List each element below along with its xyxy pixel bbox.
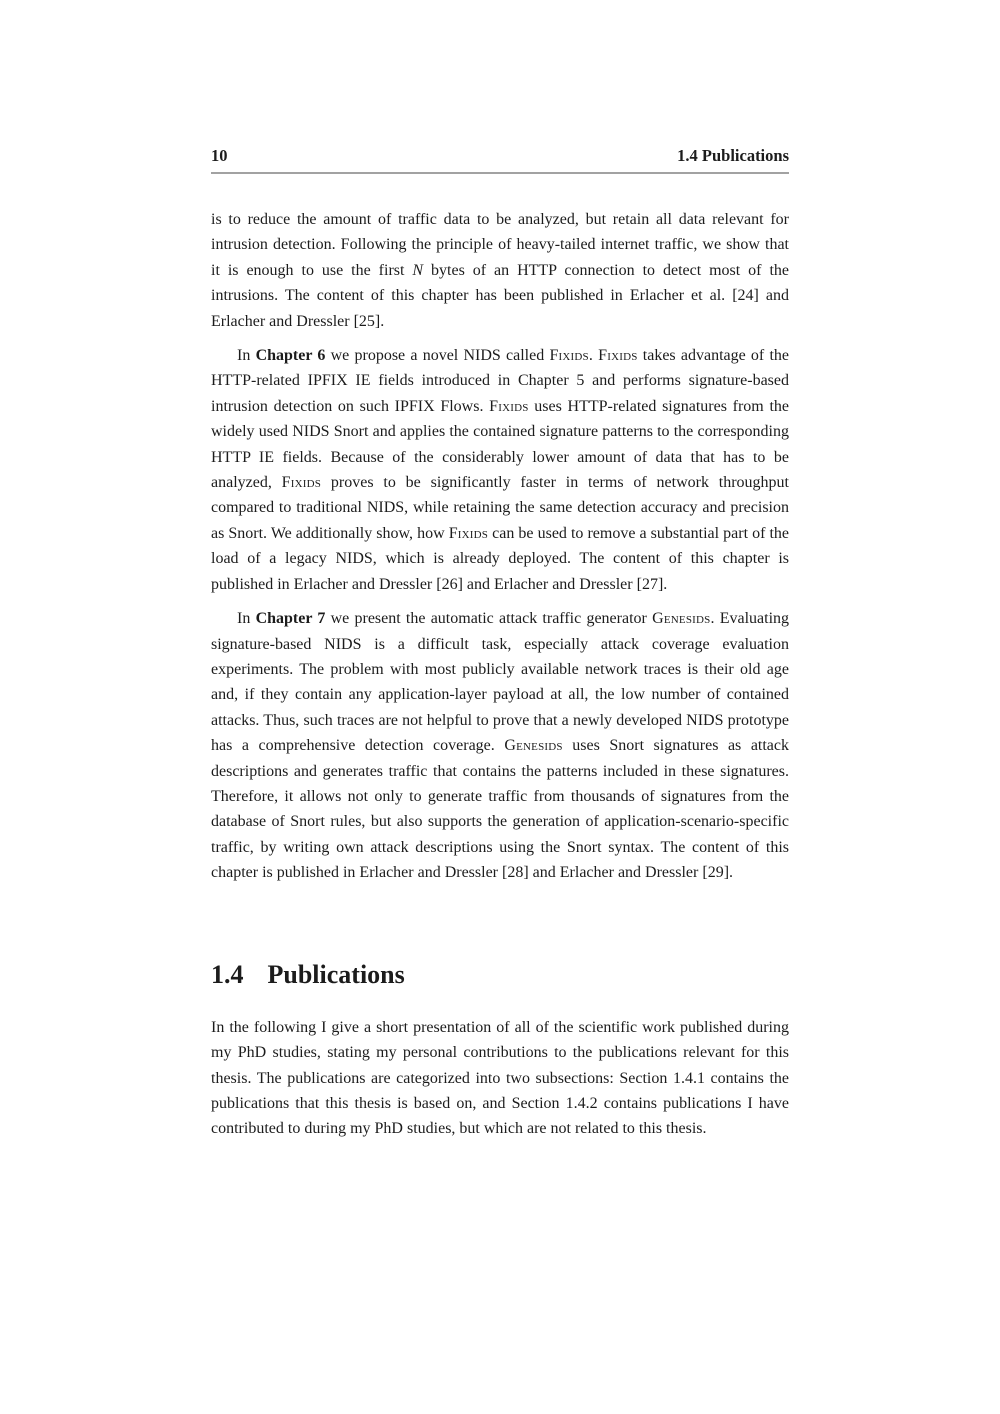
section-heading bbox=[211, 959, 789, 990]
text-segment: Fixids bbox=[489, 397, 529, 415]
paragraph-publications-intro bbox=[211, 1015, 789, 1142]
text-segment: we present the automatic attack traffic generator bbox=[325, 610, 653, 628]
text-segment: can be used to remove a substantial part of the load of a legacy NIDS, which is already deployed. The content of this chapter is published in Erlacher and Dressler [26] and Erlacher and Dressler [27]. bbox=[211, 524, 790, 593]
page-header bbox=[211, 146, 789, 174]
page-number: 10 bbox=[211, 146, 228, 165]
text-segment: In the following I give a short presentation of all of the scientific work published during my PhD studies, stating my personal contributions to the publications relevant for this thesis. The publications are categorized into two subsections: Section 1.4.1 contains the publications that this thesis is based on, and Section 1.4.2 contains publications I have contributed to during my PhD studies, but which are not related to this thesis. bbox=[211, 1018, 789, 1138]
paragraph-chapter-6 bbox=[211, 343, 789, 597]
text-segment: . bbox=[588, 347, 599, 365]
text-segment: Genesids bbox=[652, 610, 711, 628]
text-segment: uses Snort signatures as attack descriptions and generates traffic that contains the patterns included in these signatures. Therefore, it allows not only to generate traffic from thousands of signatures from the database of Snort rules, but also supports the generation of application-scenario-specific traffic, by writing own attack descriptions using the Snort syntax. The content of this chapter is published in Erlacher and Dressler [28] and Erlacher and Dressler [29]. bbox=[211, 737, 790, 882]
running-section-title: 1.4 Publications bbox=[677, 146, 789, 165]
page-body bbox=[211, 207, 789, 1142]
text-segment: takes advantage of the HTTP-related IPFIX IE fields introduced in Chapter 5 and performs signature-based intrusion detection on such IPFIX Flows. bbox=[211, 347, 790, 415]
text-segment: proves to be significantly faster in terms of network throughput compared to traditional NIDS, while retaining the same detection accuracy and precision as Snort. We additionally show, how bbox=[211, 474, 789, 542]
text-segment: . Evaluating signature-based NIDS is a difficult task, especially attack coverage evaluation experiments. The problem with most publicly available network traces is their old age and, if they contain any application-layer payload at all, the low number of contained attacks. Thus, such traces are not helpful to prove that a newly developed NIDS prototype has a comprehensive detection coverage. bbox=[211, 610, 790, 755]
paragraph-chapter-7 bbox=[211, 606, 789, 885]
text-block bbox=[211, 146, 789, 1151]
text-segment: is to reduce the amount of traffic data to be analyzed, but retain all data relevant for intrusion detection. Following the principle of heavy-tailed internet traffic, we show that it is enough to use the first bbox=[211, 211, 789, 279]
section-number: 1.4 bbox=[211, 959, 244, 989]
paragraph-intro-continuation bbox=[211, 207, 789, 334]
text-segment: Fixids bbox=[598, 347, 638, 365]
text-segment: In bbox=[237, 610, 256, 628]
text-segment: N bbox=[412, 261, 424, 279]
text-segment: Chapter 6 bbox=[255, 347, 326, 365]
text-segment: uses HTTP-related signatures from the widely used NIDS Snort and applies the contained signature patterns to the corresponding HTTP IE fields. Because of the considerably lower amount of data that has to be analyzed, bbox=[211, 397, 789, 492]
text-segment: bytes of an HTTP connection to detect most of the intrusions. The content of this chapter has been published in Erlacher et al. [24] and Erlacher and Dressler [25]. bbox=[211, 261, 790, 330]
text-segment: In bbox=[237, 347, 256, 365]
text-segment: Fixids bbox=[549, 347, 589, 365]
text-segment: Fixids bbox=[281, 474, 322, 492]
text-segment: Fixids bbox=[448, 524, 489, 542]
section-title: Publications bbox=[267, 959, 405, 989]
text-segment: Chapter 7 bbox=[255, 610, 326, 628]
text-segment: we propose a novel NIDS called bbox=[325, 347, 550, 365]
text-segment: Genesids bbox=[504, 737, 563, 755]
